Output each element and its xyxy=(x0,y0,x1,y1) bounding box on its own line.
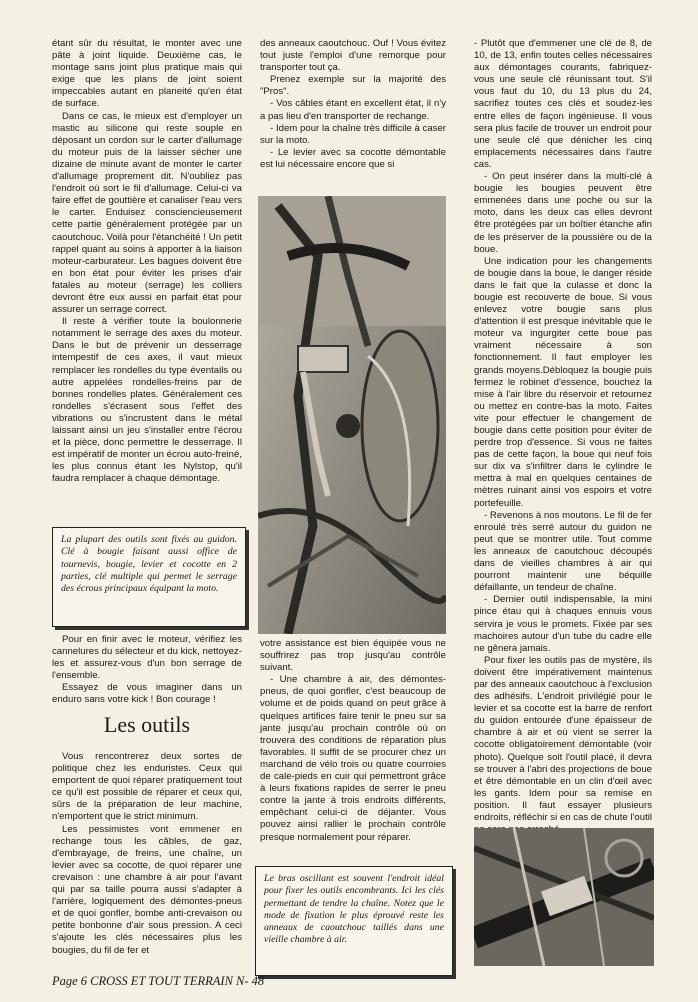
article-column-3 xyxy=(474,38,652,836)
paragraph: Prenez exemple sur la majorité des "Pros". xyxy=(260,74,446,98)
paragraph: Pour en finir avec le moteur, vérifiez les cannelures du sélecteur et du kick, nettoyez-les et assurez-vous d'un bon serrage de l'ensemble. xyxy=(52,634,242,682)
paragraph: Vous rencontrerez deux sortes de politique chez les enduristes. Ceux qui emportent de quoi réparer pratiquement tout ce qu'il est possible de réparer et ceux qui, sûrs de la préparation de leur machine, n'emportent que le strict minimum. xyxy=(52,751,242,823)
paragraph: - Vos câbles étant en excellent état, il n'y a pas lieu d'en transporter de rechange. xyxy=(260,98,446,122)
article-column-2-continued xyxy=(260,638,446,844)
paragraph: - Une chambre à air, des démontes-pneus, de quoi gonfler, c'est beaucoup de volume et de poids quand on peut grâce à quelques artifices faire tenir le pneu sur sa jante jusqu'au prochain contrôle où on trouvera des conditions de réparation plus favorables. Il suffit de se procurer chez un marchand de vélo trois ou quatre courroies de cale-pieds en cuir qui permettront grâce à leurs fixations rapides de serrer le pneu contre la jante à trois endroits différents, empêchant celui-ci de déjanter. Vous pouvez ainsi rallier le prochain contrôle presque normalement pour réparer. xyxy=(260,674,446,843)
page-footer: Page 6 CROSS ET TOUT TERRAIN N- 48 xyxy=(52,974,265,988)
swingarm-photo xyxy=(474,828,654,966)
paragraph: - Revenons à nos moutons. Le fil de fer enroulé très serré autour du guidon ne peut que se montrer utile. Tout comme les anneaux de caoutchouc découpés dans de vieilles chambres à air qui pourront maintenir une béquille défaillante, un tendeur de chaîne. xyxy=(474,509,652,594)
paragraph: Il reste à vérifier toute la boulonnerie notamment le serrage des axes du moteur. Dans le but de prévenir un desserrage intempestif de ces axes, il vaut mieux remplacer les rondelles du type éventails ou autre appelées rondelles-freins par de bonnes rondelles plates. Généralement ces rondelles s'écrasent sous l'effet des vibrations ou s'incrustent dans le métal laissant ainsi un jeu s'installer entre l'écrou et la pièce, donc permettre le desserrage. Il est impératif de monter un écrou auto-freiné, les plus connus étant les Nylstop, qu'il faudra remplacer à chaque démontage. xyxy=(52,316,242,485)
paragraph: Essayez de vous imaginer dans un enduro sans votre kick ! Bon courage ! xyxy=(52,682,242,706)
photo-caption-swingarm: Le bras oscillant est souvent l'endroit idéal pour fixer les outils encombrants. Ici les clés permettant de tendre la chaîne. Notez que le mode de fixation le plus éprouvé reste les anneaux de caoutchouc taillés dans une vieille chambre à air. xyxy=(255,866,453,976)
photo-caption-handlebar: La plupart des outils sont fixés au guidon. Clé à bougie faisant aussi office de tournevis, bougie, levier et cocotte en 2 parties, clé multiple qui permet le serrage des écrous principaux équipant la moto. xyxy=(52,527,246,627)
paragraph: Dans ce cas, le mieux est d'employer un mastic au silicone qui reste souple en déposant un cordon sur le carter d'allumage du moteur puis de la laisser sécher une dizaine de minute avant de monter le carter d'allumage proprement dit. N'oubliez pas l'endroit où sort le fil d'allumage. Celui-ci va faire effet de gouttière et canaliser l'eau vers le carter. Enduisez consciencieusement cette partie généralement protégée par un caoutchouc. Voilà pour l'étanchéité ! Un petit rappel quant au soins à apporter à la liaison moteur-carburateur. Les bagues doivent être en bon état pour éviter les prises d'air fatales au moteur (serrage) les colliers devront être eux aussi en parfait état pour assurer un serrage correct. xyxy=(52,110,242,316)
handlebar-photo xyxy=(258,196,446,634)
paragraph: - Idem pour la chaîne très difficile à caser sur la moto. xyxy=(260,122,446,146)
handlebar-illustration xyxy=(258,196,446,634)
article-column-2 xyxy=(260,38,446,171)
paragraph: Les pessimistes vont emmener en rechange tous les câbles, de gaz, d'embrayage, de freins, une chaîne, un levier avec sa cocotte, de quoi réparer une crevaison : une chambre à air pour l'avant qui par sa taille pourra aussi s'adapter à l'arrière, logiquement des démontes-pneus et de quoi gonfler, bombe anti-crevaison ou petite bonbonne d'air sous pression. A ceci s'ajoute les clés nécessaires plus les bougies, du fil de fer et xyxy=(52,823,242,956)
article-column-1 xyxy=(52,38,242,485)
paragraph: Une indication pour les changements de bougie dans la boue, le danger réside dans le fait que la culasse et donc la bougie est recouverte de boue. Si vous enlevez votre bougie sans plus d'attention il est presque inévitable que le moteur va ingurgiter cette boue pas vraiment nécessaire à son fonctionnement. Il faut employer les grands moyens.Débloquez la bougie puis fermez le robinet d'essence, bouchez la mise à l'air libre du réservoir et retournez ou mettez en contre-bas la moto. Faites vite pour effectuer le changement de bougie dans cette position pour éviter de perdre trop d'essence. Si vous ne faites pas de cette façon, la boue qui neuf fois sur dix va s'infiltrer dans le cylindre le mettra à mal en quelques centaines de mètres ruinant ainsi vos espoirs et votre portefeuille. xyxy=(474,255,652,509)
section-heading: Les outils xyxy=(103,712,191,737)
paragraph: des anneaux caoutchouc. Ouf ! Vous évitez tout juste l'emploi d'une remorque pour transporter tout ça. xyxy=(260,38,446,74)
paragraph: votre assistance est bien équipée vous ne souffrirez pas trop jusqu'au contrôle suivant. xyxy=(260,638,446,674)
paragraph: Pour fixer les outils pas de mystère, ils doivent être impérativement maintenus par des anneaux caoutchouc à l'exclusion des adhésifs. L'endroit privilégié pour le levier et sa cocotte est la barre de renfort du guidon entourée d'une épaisseur de chambre à air et où vient se serrer la cocotte obligatoirement démontable (voir photo). Quelque soit l'outil placé, il devra se trouver à l'abri des projections de boue et être démontable en un clin d'œil avec les gants. Idem pour sa remise en position. Il faut essayer plusieurs endroits, réfléchir si en cas de chute l'outil xyxy=(474,654,652,823)
article-column-1-continued xyxy=(52,634,242,707)
paragraph: - On peut insérer dans la multi-clé à bougie les bougies peuvent être emmenées dans une poche ou sur la moto, dans les deux cas elles devront être protégées par un boîtier étanche afin de les préserver de la poussière ou de la boue. xyxy=(474,171,652,255)
paragraph: - Dernier outil indispensable, la mini pince étau qui à chaques ennuis vous servira je vous le promets. Fixée par ses machoires autour d'un tube du cadre elle ne gênera jamais. xyxy=(474,594,652,654)
paragraph: - Le levier avec sa cocotte démontable est lui nécessaire encore que si xyxy=(260,146,446,170)
paragraph: - Plutôt que d'emmener une clé de 8, de 10, de 13, enfin toutes celles nécessaires aux démontages courants, fabriquez-vous une seule clé réunissant tout. S'il vous faut du 10, du 13 plus du 24, sacrifiez toutes ces clés et soudez-les entre elles de façon ingénieuse. Il vous sera plus facile de trouver un endroit pour une seule clé que dénicher les cinq emplacements nécessaires dans l'autre cas. xyxy=(474,38,652,170)
swingarm-illustration xyxy=(474,828,654,966)
paragraph: étant sûr du résultat, le monter avec une pâte à joint liquide. Deuxième cas, le montage sans joint plus pratique mais qui exige que les plans de joint soient impeccables autant en planeité qu'en état de surface. xyxy=(52,38,242,110)
article-column-1-tools xyxy=(52,751,242,957)
